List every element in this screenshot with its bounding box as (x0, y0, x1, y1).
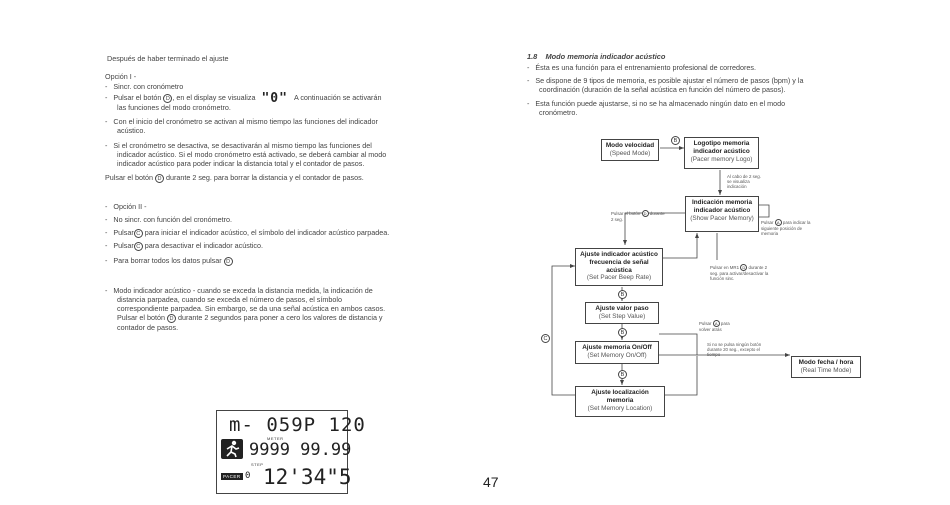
b-button-icon: B (618, 370, 627, 379)
c-button-icon: C (134, 242, 143, 251)
press-line: Pulsar el botón D durante 2 seg. para borrar la distancia y el contador de pasos. (105, 173, 364, 182)
option1-item-2b: las funciones del modo cronómetro. (117, 103, 231, 112)
option1-item-4b: indicador acústico. Si el modo cronómetro está activado, se deberá cambiar al modo (117, 150, 387, 159)
option1-item-3: - Con el inicio del cronómetro se activan al mismo tiempo las funciones del indicador (105, 117, 378, 126)
lcd-row-distance: 9999 99.99 (249, 440, 352, 460)
set-pacer-beep-rate-box: Ajuste indicador acústico frecuencia de señal acústica (Set Pacer Beep Rate) (575, 248, 663, 286)
right-bullet-1: - Ésta es una función para el entrenamiento profesional de corredores. (527, 63, 756, 72)
real-time-mode-box: Modo fecha / hora (Real Time Mode) (791, 356, 861, 378)
paragraph-line-5: contador de pasos. (117, 323, 179, 332)
note-press-2s: Pulsar el botón D durante 2 seg. (611, 211, 665, 222)
pacer-label: PACER (223, 474, 241, 479)
note-mr1-sync: Pulsar en MR1 D durante 2 seg. para activar/desactivar la función sinc. (710, 265, 769, 282)
d-button-icon: D (740, 264, 747, 271)
option2-title: - Opción II - (105, 202, 147, 211)
d-button-icon: D (642, 210, 649, 217)
a-button-icon: A (713, 320, 720, 327)
meter-label: METER (267, 436, 284, 441)
c-button-icon: C (134, 229, 143, 238)
lcd-row-memory: m- 059P 120 (229, 414, 366, 436)
runner-icon (221, 439, 243, 459)
speed-mode-box: Modo velocidad (Speed Mode) (601, 139, 659, 161)
option1-item-3b: acústico. (117, 126, 146, 135)
note-return: Pulsar A para volver atrás (699, 321, 730, 332)
step-label: STEP (251, 462, 264, 467)
option1-title: Opción I - (105, 72, 137, 81)
d-button-icon: D (167, 314, 176, 323)
d-button-icon: D (155, 174, 164, 183)
show-pacer-memory-box: Indicación memoria indicador acústico (Show Pacer Memory) (685, 196, 759, 232)
option1-item-2: - Pulsar el botón D , en el display se visualiza "0" A continuación se activarán (105, 91, 382, 106)
note-next-memory: Pulsar A para indicar la siguiente posición de memoria (761, 220, 811, 237)
right-bullet-2: - Se dispone de 9 tipos de memoria, es posible ajustar el número de pasos (bpm) y la (527, 76, 804, 85)
option2-item-4: - Para borrar todos los datos pulsar D (105, 256, 233, 266)
set-memory-onoff-box: Ajuste memoria On/Off (Set Memory On/Off) (575, 341, 659, 364)
note-after-2s: Al cabo de 2 seg. se visualiza indicación (727, 174, 761, 190)
paragraph-line-2: distancia parpadea, cuando se exceda el número de pasos, el símbolo (117, 295, 342, 304)
option1-item-4c: indicador acústico para poder indicar la distancia total y el contador de pasos. (117, 159, 365, 168)
lcd-small-zero: 0 (245, 471, 251, 481)
paragraph-line-1: - Modo indicador acústico - cuando se exceda la distancia medida, la indicación de (105, 286, 373, 295)
option2-item-2: - Pulsar C para iniciar el indicador acústico, el símbolo del indicador acústico parpadea. (105, 228, 390, 237)
right-bullet-3b: cronómetro. (539, 108, 578, 117)
option1-item-1: - Sincr. con cronómetro (105, 82, 184, 91)
a-button-icon: A (775, 219, 782, 226)
page-number: 47 (483, 474, 499, 490)
c-button-icon: C (541, 334, 550, 343)
flow-connectors (475, 0, 950, 505)
lcd-row-time: 12'34"5 (263, 465, 352, 489)
right-page (475, 0, 950, 505)
lcd-display (216, 410, 366, 494)
option2-item-3: - Pulsar C para desactivar el indicador acústico. (105, 241, 264, 250)
right-bullet-3: - Esta función puede ajustarse, si no se ha almacenado ningún dato en el modo (527, 99, 786, 108)
right-bullet-2b: coordinación (duración de la señal acústica en función del número de pasos). (539, 85, 786, 94)
section-heading: 1.8 Modo memoria indicador acústico (527, 52, 666, 61)
b-button-icon: B (618, 290, 627, 299)
set-step-value-box: Ajuste valor paso (Set Step Value) (585, 302, 659, 324)
d-button-icon: D (163, 94, 172, 103)
paragraph-line-4: Pulsar el botón D durante 2 segundos para poner a cero los valores de distancia y (117, 313, 383, 322)
note-timeout: Si no se pulsa ningún botón durante 20 seg., excepto el tiempo (707, 342, 762, 358)
option1-item-4: - Si el cronómetro se desactiva, se desactivarán al mismo tiempo las funciones del (105, 141, 372, 150)
d-button-icon: D (224, 257, 233, 266)
pacer-logo-box: Logotipo memoria indicador acústico (Pacer memory Logo) (684, 137, 759, 169)
option2-item-1: - No sincr. con función del cronómetro. (105, 215, 233, 224)
set-memory-location-box: Ajuste localización memoria (Set Memory Location) (575, 386, 665, 417)
b-button-icon: B (618, 328, 627, 337)
intro-text: Después de haber terminado el ajuste (107, 54, 229, 63)
paragraph-line-3: correspondiente parpadea. Sin embargo, se da una señal acústica en ambos casos. (117, 304, 386, 313)
display-zero: "0" (261, 91, 288, 106)
b-button-icon: B (671, 136, 680, 145)
